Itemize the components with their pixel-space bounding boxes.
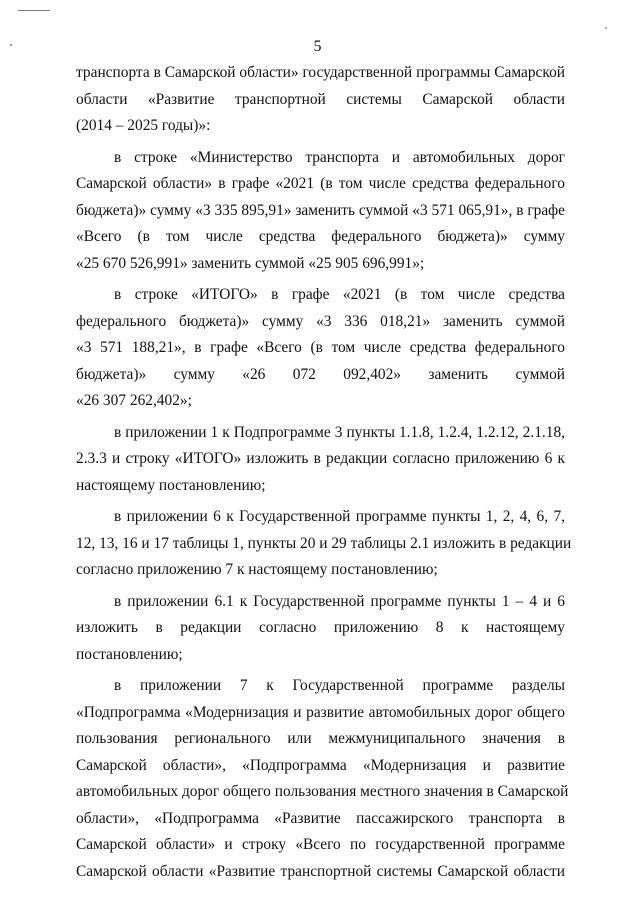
paragraph-program-name bbox=[76, 60, 565, 140]
paragraph-total-row bbox=[76, 282, 565, 415]
paragraph-appendix-6-1 bbox=[76, 589, 565, 669]
text-line: 2.3.3 и строку «ИТОГО» изложить в редакции согласно приложению 6 к bbox=[76, 450, 565, 467]
text-line: согласно приложению 7 к настоящему постановлению; bbox=[76, 561, 438, 578]
text-line: федерального бюджета)» сумму «3 336 018,21» заменить суммой bbox=[76, 312, 565, 330]
text-line: области», «Подпрограмма «Развитие пассажирского транспорта в bbox=[76, 809, 565, 827]
text-line: «26 307 262,402»; bbox=[76, 392, 192, 409]
text-line: Самарской области», «Подпрограмма «Модернизация и развитие bbox=[76, 756, 565, 774]
text-line: (2014 – 2025 годы)»: bbox=[76, 117, 211, 134]
text-line: в приложении 7 к Государственной программе разделы bbox=[114, 677, 565, 694]
text-line: «Всего (в том числе средства федерального бюджета)» сумму bbox=[76, 228, 565, 245]
scan-artifact-line bbox=[18, 10, 50, 11]
text-line: в строке «ИТОГО» в графе «2021 (в том числе средства bbox=[114, 286, 565, 303]
text-line: постановлению; bbox=[76, 645, 183, 663]
text-line: бюджета)» сумму «26 072 092,402» заменить суммой bbox=[76, 365, 565, 383]
document-body bbox=[76, 60, 572, 890]
text-line: транспорта в Самарской области» государственной программы Самарской bbox=[76, 64, 565, 81]
text-line: «3 571 188,21», в графе «Всего (в том числе средства федерального bbox=[76, 339, 565, 356]
text-line: в строке «Министерство транспорта и автомобильных дорог bbox=[114, 148, 565, 166]
text-line: Самарской области» в графе «2021 (в том числе средства федерального bbox=[76, 175, 565, 192]
paragraph-ministry-row bbox=[76, 145, 565, 278]
paragraph-appendix-1 bbox=[76, 420, 565, 500]
text-line: «25 670 526,991» заменить суммой «25 905 696,991»; bbox=[76, 254, 425, 272]
text-line: настоящему постановлению; bbox=[76, 476, 266, 494]
text-line: области «Развитие транспортной системы Самарской области bbox=[76, 90, 565, 108]
scan-artifact-dot bbox=[605, 27, 607, 29]
text-line: «Подпрограмма «Модернизация и развитие автомобильных дорог общего bbox=[76, 703, 565, 721]
paragraph-appendix-6 bbox=[76, 504, 572, 584]
text-line: в приложении 6 к Государственной программе пункты 1, 2, 4, 6, 7, bbox=[114, 508, 565, 525]
text-line: изложить в редакции согласно приложению 8 к настоящему bbox=[76, 619, 565, 636]
text-line: Самарской области «Развитие транспортной системы Самарской области bbox=[76, 862, 565, 880]
text-line: Самарской области» и строку «Всего по государственной программе bbox=[76, 836, 565, 853]
text-line: автомобильных дорог общего пользования местного значения в Самарской bbox=[76, 783, 569, 800]
text-line: пользования регионального или межмуниципального значения в bbox=[76, 730, 565, 747]
text-line: 12, 13, 16 и 17 таблицы 1, пункты 20 и 29 таблицы 2.1 изложить в редакции bbox=[76, 534, 572, 552]
text-line: в приложении 6.1 к Государственной программе пункты 1 – 4 и 6 bbox=[114, 592, 565, 610]
text-line: бюджета)» сумму «3 335 895,91» заменить суммой «3 571 065,91», в графе bbox=[76, 201, 565, 219]
text-line: в приложении 1 к Подпрограмме 3 пункты 1.1.8, 1.2.4, 1.2.12, 2.1.18, bbox=[114, 423, 565, 441]
paragraph-appendix-7 bbox=[76, 673, 569, 885]
page-number: 5 bbox=[313, 38, 322, 55]
